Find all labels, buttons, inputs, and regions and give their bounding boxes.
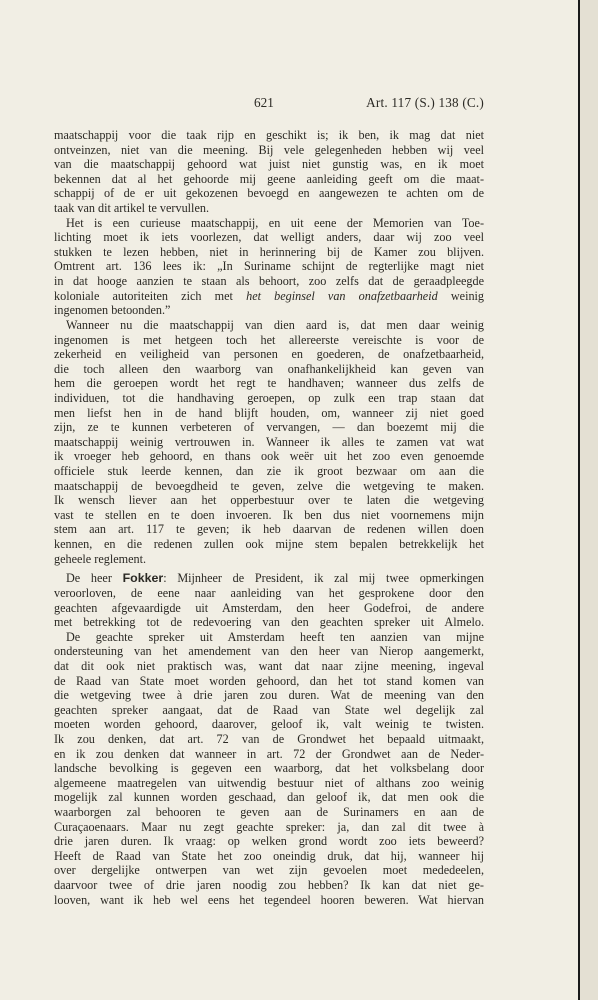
text-line: waarborgen zal behooren te geven aan de Surinamers en aan de bbox=[54, 805, 484, 820]
text-line: De geachte spreker uit Amsterdam heeft ten aanzien van mijne bbox=[66, 629, 484, 644]
text-line: geachten spreker aangaat, dat de Raad van State wel degelijk zal bbox=[54, 702, 484, 717]
text-line: bekennen dat al het gehoorde mij geene aanleiding geeft om die maat- bbox=[54, 171, 484, 186]
text-line: schappij of de er uit gekozenen bevoegd en aangewezen te achten om de bbox=[54, 186, 484, 201]
running-head bbox=[54, 95, 484, 111]
paragraph-1 bbox=[54, 128, 484, 216]
text-line: stukken te lezen hebben, niet in herinnering bij de Kamer zou blijven. bbox=[54, 244, 484, 259]
text-line: Ik zou denken, dat art. 72 van de Grondwet het bepaald uitmaakt, bbox=[54, 731, 484, 746]
text-segment: De heer bbox=[66, 571, 112, 586]
text-line: men liefst hen in de hand blijft houden, om, wanneer zij niet goed bbox=[54, 405, 484, 420]
page-edge-band bbox=[580, 0, 598, 1000]
text-line: landsche bevolking is gegeven een waarborg, dat het volksbelang door bbox=[54, 761, 484, 776]
text-line: geachten afgevaardigde uit Amsterdam, den heer Godefroi, de andere bbox=[54, 600, 484, 615]
text-line: geheele reglement. bbox=[54, 551, 147, 566]
text-line: kennen, en die redenen zullen ook mijne stem bepalen betrekkelijk het bbox=[54, 537, 484, 552]
article-reference: Art. 117 (S.) 138 (C.) bbox=[366, 95, 484, 110]
text-line: maatschappij de bevoegdheid te geven, zelve die wetgeving te maken. bbox=[54, 478, 484, 493]
text-line: in dat hooge aanzien te staan als behoort, zoo zelfs dat de geraadpleegde bbox=[54, 274, 484, 289]
text-segment: koloniale autoriteiten zich met bbox=[54, 288, 233, 303]
text-line: ingenomen betoonden.” bbox=[54, 303, 171, 318]
text-line: zijn, ze te kunnen verbeteren of vervangen, — dan boezemt mij die bbox=[54, 420, 484, 435]
text-line: moeten worden gehoord, daarover, geloof ik, valt weinig te twisten. bbox=[54, 717, 484, 732]
text-line: individuen, tot die handhaving geroepen, op zulk een trap staan dat bbox=[54, 390, 484, 405]
text-line: Ik wensch liever aan het opperbestuur over te laten die wetgeving bbox=[54, 493, 484, 508]
text-line: daarvoor twee of drie jaren noodig zou hebben? Ik kan dat niet ge- bbox=[54, 878, 484, 893]
text-line: Curaçaoenaars. Maar nu zegt geachte spreker: ja, dan zal dit twee à bbox=[54, 819, 484, 834]
italic-phrase: het beginsel van onafzetbaarheid bbox=[246, 288, 438, 303]
text-line: drie jaren duren. Ik vraag: op welken grond wordt zoo iets beweerd? bbox=[54, 834, 484, 849]
body-text bbox=[54, 128, 484, 907]
text-line: zekerheid en veiligheid van personen en goederen, de onafzetbaarheid, bbox=[54, 347, 484, 362]
text-line: Het is een curieuse maatschappij, en uit eene der Memorien van Toe- bbox=[66, 215, 484, 230]
text-line: van die maatschappij gehoord wat juist niet gunstig was, en ik moet bbox=[54, 157, 484, 172]
paragraph-3 bbox=[54, 318, 484, 566]
text-line: Wanneer nu die maatschappij van dien aard is, dat men daar weinig bbox=[66, 317, 484, 332]
text-line: officiele stuk leerde kennen, dan zie ik groot bezwaar om aan die bbox=[54, 464, 484, 479]
text-line: Omtrent art. 136 lees ik: „In Suriname schijnt de regterlijke magt niet bbox=[54, 259, 484, 274]
text-line: over dergelijke ontwerpen van wet zijn gevoelen moet mededeelen, bbox=[54, 863, 484, 878]
text-line: veroorloven, de eene naar aanleiding van het gesprokene door den bbox=[54, 585, 484, 600]
text-line-with-italic bbox=[54, 289, 484, 304]
paragraph-4 bbox=[54, 571, 484, 629]
speaker-name: Fokker bbox=[122, 571, 164, 586]
text-line: taak van dit artikel te vervullen. bbox=[54, 201, 209, 216]
text-line: met betrekking tot de redevoering van den geachten spreker uit Almelo. bbox=[54, 615, 484, 630]
text-segment: weinig bbox=[450, 288, 485, 303]
text-line: lichting moet ik iets voorlezen, dat welligt anders, daar wij zoo veel bbox=[54, 230, 484, 245]
text-line: hem die geroepen wordt het regt te handhaven; wanneer dus zelfs de bbox=[54, 376, 484, 391]
text-line: maatschappij voor die taak rijp en geschikt is; ik ben, ik mag dat niet bbox=[54, 128, 484, 142]
text-line-with-speaker bbox=[54, 571, 484, 586]
text-line: dat dit ook niet praktisch was, want dat naar zijne meening, ingeval bbox=[54, 658, 484, 673]
text-line: ingenomen is met hetgeen toch het allereerste vereischte is voor de bbox=[54, 332, 484, 347]
text-line: ondersteuning van het amendement van den heer van Nierop aangemerkt, bbox=[54, 644, 484, 659]
text-line: mogelijk zal kunnen worden geschaad, dan geloof ik, dat men ook die bbox=[54, 790, 484, 805]
text-line: stem aan art. 117 te geven; ik heb daarvan de redenen willen doen bbox=[54, 522, 484, 537]
text-line: looven, want ik heb wel eens het tegendeel hooren beweren. Wat hiervan bbox=[54, 892, 484, 907]
text-line: vast te stellen en te doen invoeren. Ik ben dus niet voornemens mijn bbox=[54, 507, 484, 522]
paragraph-5 bbox=[54, 630, 484, 908]
text-line: die toch alleen den waarborg van onafhankelijkheid kan geven van bbox=[54, 361, 484, 376]
text-line: algemeene maatregelen van uitwendig bestuur niet of althans zoo weinig bbox=[54, 775, 484, 790]
text-line: Heeft de Raad van State het zoo oneindig druk, dat hij, wanneer hij bbox=[54, 848, 484, 863]
text-line: maatschappij weinig vertrouwen in. Wanneer ik alles te zamen vat wat bbox=[54, 434, 484, 449]
text-line: de Raad van State moet worden gehoord, dan het tot stand komen van bbox=[54, 673, 484, 688]
text-line: ik vroeger heb gehoord, en thans ook weër uit het zoo even genoemde bbox=[54, 449, 484, 464]
text-line: ontveinzen, niet van die meening. Bij vele gelegenheden hebben wij veel bbox=[54, 142, 484, 157]
text-segment: : Mijnheer de President, ik zal mij twee opmerkingen bbox=[163, 571, 485, 586]
text-line: en ik zou denken dat wanneer in art. 72 der Grondwet aan de Neder- bbox=[54, 746, 484, 761]
paragraph-2 bbox=[54, 216, 484, 318]
text-line: die wetgeving twee à drie jaren zou duren. Wat de meening van den bbox=[54, 688, 484, 703]
page-number: 621 bbox=[254, 95, 274, 110]
